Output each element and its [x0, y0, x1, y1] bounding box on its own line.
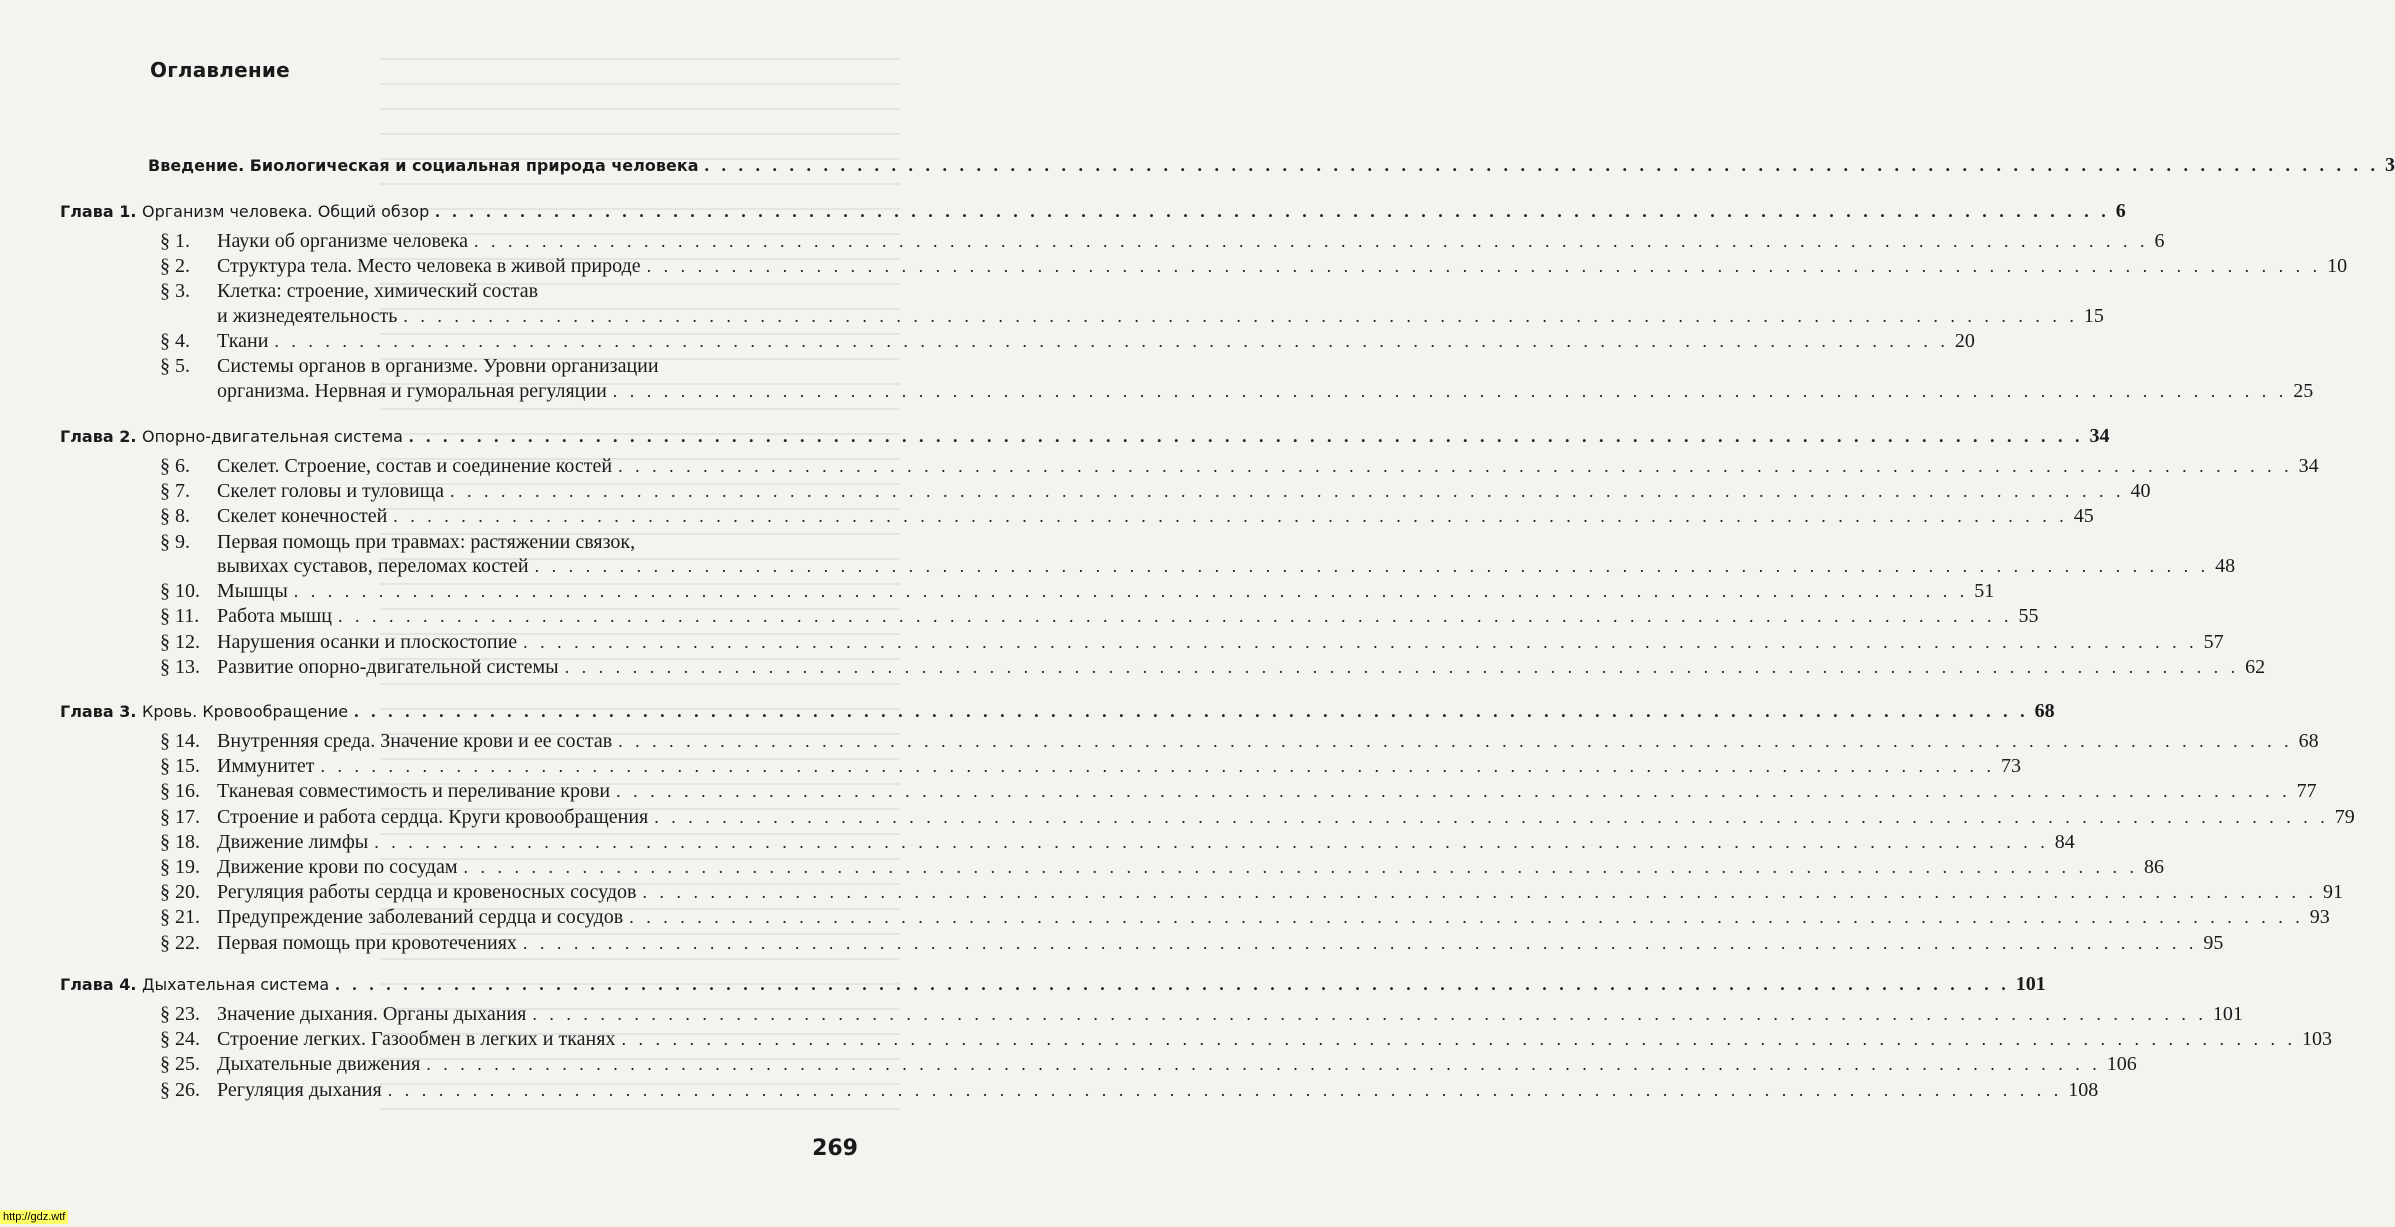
- toc-chapter-4-label: [60, 975, 329, 994]
- toc-section-1-label: Науки об организме человека: [217, 230, 468, 252]
- chapter-name: Кровь. Кровообращение: [141, 702, 349, 721]
- leader-dots: . . . . . . . . . . . . . . . . . . . . . . . . . . . . . . . . . . . . . . . . . . . . . . . . . . . . . . . . . . . . . . . . . . . . . . . . . . . . . . . . . . . . . . . . . . . . . . . . . . .: [612, 380, 2288, 401]
- leader-dots: . . . . . . . . . . . . . . . . . . . . . . . . . . . . . . . . . . . . . . . . . . . . . . . . . . . . . . . . . . . . . . . . . . . . . . . . . . . . . . . . . . . . . . . . . . . . . . . . . . .: [408, 426, 2084, 446]
- page-ref: 91: [2323, 881, 2343, 904]
- page-ref: 40: [2130, 480, 2151, 503]
- toc-section-23-label: Значение дыхания. Органы дыхания: [217, 1003, 527, 1025]
- section-number: § 18.: [160, 830, 200, 853]
- leader-dots: . . . . . . . . . . . . . . . . . . . . . . . . . . . . . . . . . . . . . . . . . . . . . . . . . . . . . . . . . . . . . . . . . . . . . . . . . . . . . . . . . . . . . . . . . . . . . . . . . . .: [704, 155, 2379, 175]
- toc-section-12-label: Нарушения осанки и плоскостопие: [217, 630, 518, 653]
- chapter-number: Глава 1.: [60, 202, 142, 221]
- toc-section-3[interactable]: [217, 304, 2104, 328]
- toc-chapter-3-label: [60, 702, 348, 721]
- section-number: § 22.: [160, 931, 200, 954]
- toc-section-25-label: Дыхательные движения: [217, 1053, 421, 1076]
- section-title-line: Системы органов в организме. Уровни организации: [217, 355, 659, 378]
- page-ref: 68: [2298, 730, 2319, 752]
- toc-section-16[interactable]: [217, 780, 2317, 803]
- page-ref: 25: [2293, 379, 2314, 402]
- toc-section-26[interactable]: [217, 1078, 2099, 1102]
- leader-dots: . . . . . . . . . . . . . . . . . . . . . . . . . . . . . . . . . . . . . . . . . . . . . . . . . . . . . . . . . . . . . . . . . . . . . . . . . . . . . . . . . . . . . . . . . . . . . . . . . . .: [374, 831, 2049, 852]
- leader-dots: . . . . . . . . . . . . . . . . . . . . . . . . . . . . . . . . . . . . . . . . . . . . . . . . . . . . . . . . . . . . . . . . . . . . . . . . . . . . . . . . . . . . . . . . . . . . . . . . . . .: [646, 256, 2322, 277]
- section-number: § 17.: [160, 805, 200, 828]
- leader-dots: . . . . . . . . . . . . . . . . . . . . . . . . . . . . . . . . . . . . . . . . . . . . . . . . . . . . . . . . . . . . . . . . . . . . . . . . . . . . . . . . . . . . . . . . . . . . . . . . . . .: [616, 781, 2291, 802]
- leader-dots: . . . . . . . . . . . . . . . . . . . . . . . . . . . . . . . . . . . . . . . . . . . . . . . . . . . . . . . . . . . . . . . . . . . . . . . . . . . . . . . . . . . . . . . . . . . . . . . . . . .: [354, 701, 2029, 721]
- toc-section-10-label: Мышцы: [217, 580, 288, 603]
- leader-dots: . . . . . . . . . . . . . . . . . . . . . . . . . . . . . . . . . . . . . . . . . . . . . . . . . . . . . . . . . . . . . . . . . . . . . . . . . . . . . . . . . . . . . . . . . . . . . . . . . . .: [274, 331, 1949, 351]
- chapter-name: Опорно-двигательная система: [141, 427, 403, 446]
- toc-section-24-label: Строение легких. Газообмен в легких и тканях: [217, 1028, 616, 1051]
- section-number: § 8.: [160, 505, 190, 528]
- leader-dots: . . . . . . . . . . . . . . . . . . . . . . . . . . . . . . . . . . . . . . . . . . . . . . . . . . . . . . . . . . . . . . . . . . . . . . . . . . . . . . . . . . . . . . . . . . . . . . . . . . .: [320, 756, 1996, 777]
- toc-section-9[interactable]: [217, 555, 2236, 578]
- toc-section-12[interactable]: [217, 630, 2224, 654]
- toc-section-23[interactable]: [217, 1003, 2243, 1026]
- section-number: § 12.: [160, 630, 200, 653]
- leader-dots: . . . . . . . . . . . . . . . . . . . . . . . . . . . . . . . . . . . . . . . . . . . . . . . . . . . . . . . . . . . . . . . . . . . . . . . . . . . . . . . . . . . . . . . . . . . . . . . . . . .: [642, 882, 2317, 903]
- toc-section-22[interactable]: [217, 931, 2224, 955]
- toc-section-10[interactable]: [217, 580, 1995, 603]
- leader-dots: . . . . . . . . . . . . . . . . . . . . . . . . . . . . . . . . . . . . . . . . . . . . . . . . . . . . . . . . . . . . . . . . . . . . . . . . . . . . . . . . . . . . . . . . . . . . . . . . . . .: [393, 506, 2068, 527]
- toc-section-20[interactable]: [217, 881, 2343, 904]
- leader-dots: . . . . . . . . . . . . . . . . . . . . . . . . . . . . . . . . . . . . . . . . . . . . . . . . . . . . . . . . . . . . . . . . . . . . . . . . . . . . . . . . . . . . . . . . . . . . . . . . . . .: [335, 974, 2010, 994]
- toc-chapter-4[interactable]: [60, 973, 2046, 996]
- toc-section-19-label: Движение крови по сосудам: [217, 856, 458, 878]
- section-number: § 5.: [160, 355, 190, 378]
- watermark-link[interactable]: http://gdz.wtf: [0, 1210, 68, 1224]
- toc-section-13[interactable]: [217, 655, 2266, 679]
- toc-section-7-label: Скелет головы и туловища: [217, 480, 445, 503]
- leader-dots: . . . . . . . . . . . . . . . . . . . . . . . . . . . . . . . . . . . . . . . . . . . . . . . . . . . . . . . . . . . . . . . . . . . . . . . . . . . . . . . . . . . . . . . . . . . . . . . . . . .: [654, 806, 2329, 827]
- section-number: § 15.: [160, 755, 200, 778]
- page-ref: 6: [2115, 200, 2126, 222]
- leader-dots: . . . . . . . . . . . . . . . . . . . . . . . . . . . . . . . . . . . . . . . . . . . . . . . . . . . . . . . . . . . . . . . . . . . . . . . . . . . . . . . . . . . . . . . . . . . . . . . . . . .: [618, 456, 2293, 476]
- page-title: Оглавление: [150, 58, 290, 82]
- section-number: § 13.: [160, 655, 200, 678]
- section-number: § 14.: [160, 730, 200, 752]
- toc-section-21[interactable]: [217, 906, 2330, 929]
- toc-section-22-label: Первая помощь при кровотечениях: [217, 931, 517, 954]
- section-title-line: Клетка: строение, химический состав: [217, 280, 539, 303]
- page-ref: 51: [1974, 580, 1995, 603]
- page-ref: 15: [2083, 304, 2104, 327]
- toc-section-9-label: вывихах суставов, переломах костей: [217, 555, 529, 577]
- leader-dots: . . . . . . . . . . . . . . . . . . . . . . . . . . . . . . . . . . . . . . . . . . . . . . . . . . . . . . . . . . . . . . . . . . . . . . . . . . . . . . . . . . . . . . . . . . . . . . . . . . .: [387, 1079, 2063, 1100]
- chapter-number: Глава 2.: [60, 427, 142, 446]
- toc-section-4[interactable]: [217, 330, 1975, 353]
- toc-section-24[interactable]: [217, 1028, 2332, 1051]
- toc-section-11-label: Работа мышц: [217, 605, 332, 628]
- leader-dots: . . . . . . . . . . . . . . . . . . . . . . . . . . . . . . . . . . . . . . . . . . . . . . . . . . . . . . . . . . . . . . . . . . . . . . . . . . . . . . . . . . . . . . . . . . . . . . . . . . .: [534, 556, 2210, 576]
- leader-dots: . . . . . . . . . . . . . . . . . . . . . . . . . . . . . . . . . . . . . . . . . . . . . . . . . . . . . . . . . . . . . . . . . . . . . . . . . . . . . . . . . . . . . . . . . . . . . . . . . . .: [435, 201, 2110, 221]
- toc-section-4-label: Ткани: [217, 330, 269, 352]
- chapter-name: Организм человека. Общий обзор: [141, 202, 430, 221]
- chapter-number: Глава 4.: [60, 975, 142, 994]
- section-number: § 23.: [160, 1003, 200, 1025]
- toc-section-14-label: Внутренняя среда. Значение крови и ее состав: [217, 730, 613, 752]
- leader-dots: . . . . . . . . . . . . . . . . . . . . . . . . . . . . . . . . . . . . . . . . . . . . . . . . . . . . . . . . . . . . . . . . . . . . . . . . . . . . . . . . . . . . . . . . . . . . . . . . . . .: [564, 656, 2240, 677]
- toc-section-26-label: Регуляция дыхания: [217, 1078, 382, 1101]
- section-number: § 2.: [160, 255, 190, 278]
- page-number: 269: [812, 1136, 858, 1161]
- toc-section-2-label: Структура тела. Место человека в живой природе: [217, 255, 641, 278]
- toc-chapter-1[interactable]: [60, 200, 2126, 223]
- chapter-number: Глава 3.: [60, 702, 142, 721]
- page-ref: 34: [2089, 425, 2110, 447]
- leader-dots: . . . . . . . . . . . . . . . . . . . . . . . . . . . . . . . . . . . . . . . . . . . . . . . . . . . . . . . . . . . . . . . . . . . . . . . . . . . . . . . . . . . . . . . . . . . . . . . . . . .: [629, 907, 2304, 928]
- toc-section-2[interactable]: [217, 255, 2348, 278]
- toc-section-3-label: и жизнедеятельность: [217, 304, 398, 327]
- toc-section-18[interactable]: [217, 830, 2075, 854]
- section-number: § 20.: [160, 881, 200, 904]
- toc-intro[interactable]: [148, 154, 2395, 177]
- page-ref: 55: [2018, 605, 2039, 628]
- toc-section-17[interactable]: [217, 805, 2355, 829]
- chapter-name: Дыхательная система: [141, 975, 330, 994]
- page-ref: 73: [2001, 755, 2022, 778]
- leader-dots: . . . . . . . . . . . . . . . . . . . . . . . . . . . . . . . . . . . . . . . . . . . . . . . . . . . . . . . . . . . . . . . . . . . . . . . . . . . . . . . . . . . . . . . . . . . . . . . . . . .: [522, 932, 2198, 953]
- toc-section-16-label: Тканевая совместимость и переливание крови: [217, 780, 611, 803]
- page-ref: 103: [2301, 1028, 2332, 1051]
- section-number: § 25.: [160, 1053, 200, 1076]
- leader-dots: . . . . . . . . . . . . . . . . . . . . . . . . . . . . . . . . . . . . . . . . . . . . . . . . . . . . . . . . . . . . . . . . . . . . . . . . . . . . . . . . . . . . . . . . . . . . . . . . . . .: [618, 731, 2293, 751]
- page-ref: 93: [2309, 906, 2330, 929]
- page-ref: 10: [2327, 255, 2348, 278]
- leader-dots: . . . . . . . . . . . . . . . . . . . . . . . . . . . . . . . . . . . . . . . . . . . . . . . . . . . . . . . . . . . . . . . . . . . . . . . . . . . . . . . . . . . . . . . . . . . . . . . . . . .: [403, 305, 2078, 326]
- leader-dots: . . . . . . . . . . . . . . . . . . . . . . . . . . . . . . . . . . . . . . . . . . . . . . . . . . . . . . . . . . . . . . . . . . . . . . . . . . . . . . . . . . . . . . . . . . . . . . . . . . .: [532, 1004, 2207, 1024]
- section-number: § 21.: [160, 906, 200, 929]
- page-ref: 79: [2334, 805, 2355, 828]
- page-ref: 106: [2106, 1053, 2137, 1076]
- page-ref: 86: [2144, 856, 2165, 878]
- toc-chapter-2[interactable]: [60, 425, 2110, 448]
- section-number: § 3.: [160, 280, 190, 303]
- section-number: § 9.: [160, 530, 190, 553]
- leader-dots: . . . . . . . . . . . . . . . . . . . . . . . . . . . . . . . . . . . . . . . . . . . . . . . . . . . . . . . . . . . . . . . . . . . . . . . . . . . . . . . . . . . . . . . . . . . . . . . . . . .: [473, 231, 2149, 251]
- page-ref: 48: [2215, 555, 2236, 577]
- page-ref: 101: [2212, 1003, 2243, 1025]
- toc-chapter-2-label: [60, 427, 403, 446]
- section-number: § 26.: [160, 1078, 200, 1101]
- toc-section-13-label: Развитие опорно-двигательной системы: [217, 655, 559, 678]
- page-ref: 62: [2245, 655, 2266, 678]
- toc-chapter-1-label: [60, 202, 429, 221]
- page-ref: 95: [2203, 931, 2224, 954]
- toc-section-25[interactable]: [217, 1053, 2137, 1076]
- page-ref: 6: [2154, 230, 2165, 252]
- leader-dots: . . . . . . . . . . . . . . . . . . . . . . . . . . . . . . . . . . . . . . . . . . . . . . . . . . . . . . . . . . . . . . . . . . . . . . . . . . . . . . . . . . . . . . . . . . . . . . . . . . .: [621, 1029, 2296, 1050]
- toc-section-19[interactable]: [217, 856, 2165, 879]
- toc-section-21-label: Предупреждение заболеваний сердца и сосудов: [217, 906, 624, 929]
- page-ref: 45: [2073, 505, 2094, 528]
- section-number: § 11.: [160, 605, 200, 628]
- leader-dots: . . . . . . . . . . . . . . . . . . . . . . . . . . . . . . . . . . . . . . . . . . . . . . . . . . . . . . . . . . . . . . . . . . . . . . . . . . . . . . . . . . . . . . . . . . . . . . . . . . .: [463, 857, 2139, 877]
- section-title-line: Первая помощь при травмах: растяжении связок,: [217, 530, 636, 553]
- page-ref: 34: [2298, 455, 2319, 477]
- toc-section-7[interactable]: [217, 480, 2151, 503]
- toc-section-18-label: Движение лимфы: [217, 830, 369, 853]
- section-number: § 6.: [160, 455, 190, 477]
- page-ref: 20: [1954, 330, 1975, 352]
- leader-dots: . . . . . . . . . . . . . . . . . . . . . . . . . . . . . . . . . . . . . . . . . . . . . . . . . . . . . . . . . . . . . . . . . . . . . . . . . . . . . . . . . . . . . . . . . . . . . . . . . . .: [293, 581, 1969, 602]
- section-number: § 7.: [160, 480, 190, 503]
- leader-dots: . . . . . . . . . . . . . . . . . . . . . . . . . . . . . . . . . . . . . . . . . . . . . . . . . . . . . . . . . . . . . . . . . . . . . . . . . . . . . . . . . . . . . . . . . . . . . . . . . . .: [337, 606, 2013, 627]
- page-ref: 57: [2203, 630, 2224, 653]
- toc-section-5[interactable]: [217, 379, 2314, 403]
- toc-intro-label: Введение. Биологическая и социальная природа человека: [148, 156, 699, 175]
- section-number: § 1.: [160, 230, 190, 252]
- page-ref: 84: [2054, 830, 2075, 853]
- section-number: § 24.: [160, 1028, 200, 1051]
- toc-section-17-label: Строение и работа сердца. Круги кровообращения: [217, 805, 649, 828]
- toc-section-6-label: Скелет. Строение, состав и соединение костей: [217, 455, 613, 477]
- toc-section-15[interactable]: [217, 755, 2022, 778]
- leader-dots: . . . . . . . . . . . . . . . . . . . . . . . . . . . . . . . . . . . . . . . . . . . . . . . . . . . . . . . . . . . . . . . . . . . . . . . . . . . . . . . . . . . . . . . . . . . . . . . . . . .: [450, 481, 2125, 502]
- section-number: § 10.: [160, 580, 200, 603]
- toc-section-6[interactable]: [217, 455, 2319, 478]
- page-ref: 101: [2015, 973, 2046, 995]
- toc-section-8-label: Скелет конечностей: [217, 505, 388, 528]
- page-ref: 3: [2385, 154, 2395, 176]
- page-ref: 108: [2068, 1078, 2099, 1101]
- toc-section-11[interactable]: [217, 605, 2039, 628]
- toc-section-15-label: Иммунитет: [217, 755, 315, 778]
- leader-dots: . . . . . . . . . . . . . . . . . . . . . . . . . . . . . . . . . . . . . . . . . . . . . . . . . . . . . . . . . . . . . . . . . . . . . . . . . . . . . . . . . . . . . . . . . . . . . . . . . . .: [426, 1054, 2101, 1075]
- page-ref: 68: [2034, 700, 2055, 722]
- section-number: § 19.: [160, 856, 200, 878]
- page-ref: 77: [2296, 780, 2317, 803]
- section-number: § 4.: [160, 330, 190, 352]
- toc-section-20-label: Регуляция работы сердца и кровеносных сосудов: [217, 881, 637, 904]
- toc-chapter-3[interactable]: [60, 700, 2055, 723]
- toc-section-8[interactable]: [217, 505, 2094, 528]
- section-number: § 16.: [160, 780, 200, 803]
- toc-section-5-label: организма. Нервная и гуморальная регуляции: [217, 379, 607, 402]
- leader-dots: . . . . . . . . . . . . . . . . . . . . . . . . . . . . . . . . . . . . . . . . . . . . . . . . . . . . . . . . . . . . . . . . . . . . . . . . . . . . . . . . . . . . . . . . . . . . . . . . . . .: [523, 631, 2198, 652]
- toc-section-14[interactable]: [217, 730, 2319, 753]
- toc-section-1[interactable]: [217, 230, 2165, 253]
